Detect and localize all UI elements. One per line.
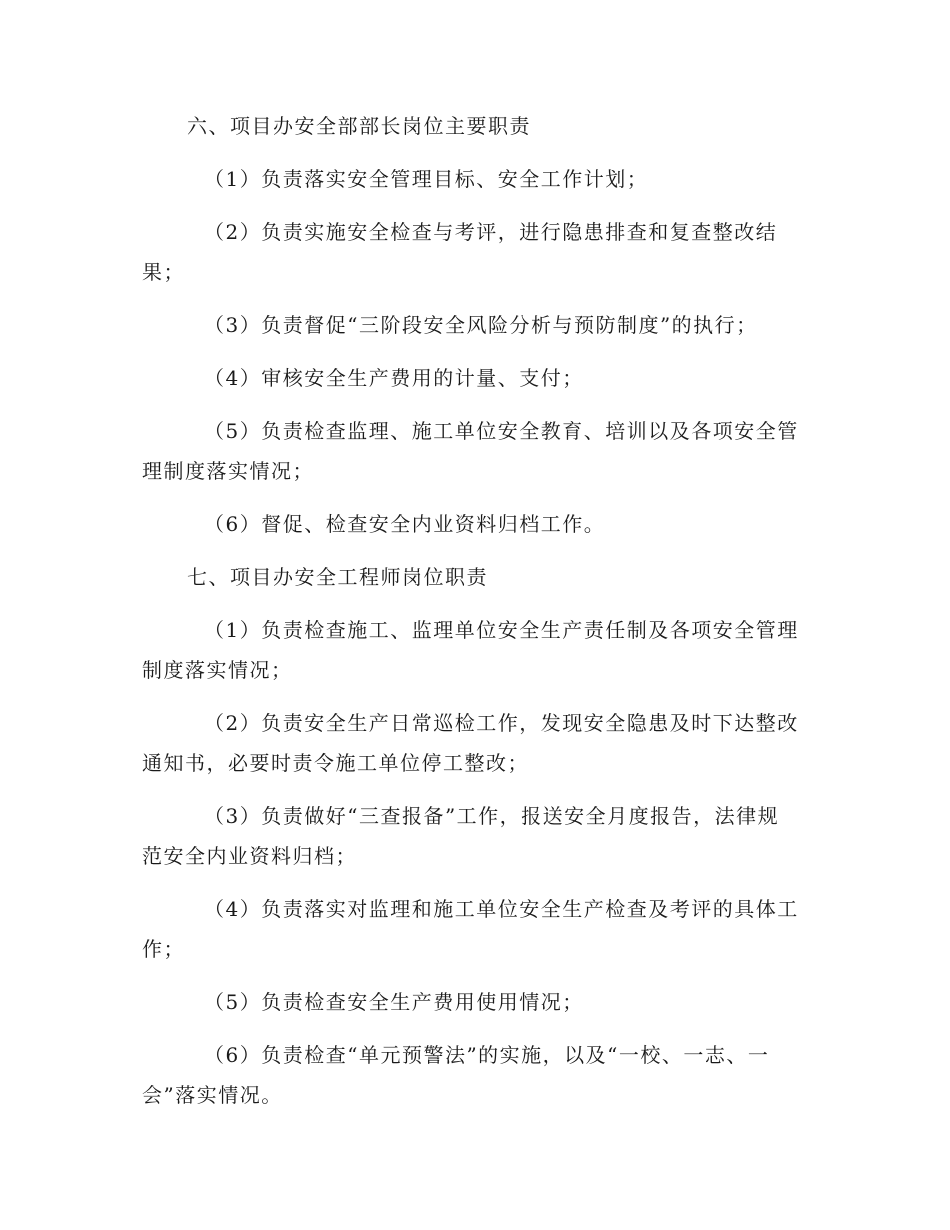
list-item: （3）负责督促“三阶段安全风险分析与预防制度”的执行； — [204, 313, 758, 337]
list-item: （6）督促、检查安全内业资料归档工作。 — [204, 512, 606, 536]
list-item: （4）审核安全生产费用的计量、支付； — [204, 366, 584, 390]
list-item: （1）负责检查施工、监理单位安全生产责任制及各项安全管理 — [204, 618, 799, 642]
document-body — [142, 112, 802, 1109]
list-item: （2）负责安全生产日常巡检工作，发现安全隐患及时下达整改 — [204, 711, 799, 735]
list-item-continuation: 通知书，必要时责令施工单位停工整改； — [142, 751, 529, 775]
section-heading: 七、项目办安全工程师岗位职责 — [187, 565, 488, 589]
list-item-continuation: 果； — [142, 260, 185, 284]
list-item: （1）负责落实安全管理目标、安全工作计划； — [204, 167, 649, 191]
list-item-continuation: 理制度落实情况； — [142, 459, 314, 483]
list-item-continuation: 作； — [142, 937, 185, 961]
list-item-continuation: 范安全内业资料归档； — [142, 844, 357, 868]
list-item: （2）负责实施安全检查与考评，进行隐患排查和复查整改结 — [204, 220, 778, 244]
list-item: （5）负责检查安全生产费用使用情况； — [204, 990, 584, 1014]
list-item-continuation: 制度落实情况； — [142, 658, 293, 682]
list-item: （4）负责落实对监理和施工单位安全生产检查及考评的具体工 — [204, 897, 799, 921]
list-item: （3）负责做好“三查报备”工作，报送安全月度报告，法律规 — [204, 804, 780, 828]
section-heading: 六、项目办安全部部长岗位主要职责 — [187, 114, 531, 138]
list-item: （5）负责检查监理、施工单位安全教育、培训以及各项安全管 — [204, 419, 799, 443]
list-item-continuation: 会”落实情况。 — [142, 1083, 283, 1107]
list-item: （6）负责检查“单元预警法”的实施，以及“一校、一志、一 — [204, 1043, 770, 1067]
